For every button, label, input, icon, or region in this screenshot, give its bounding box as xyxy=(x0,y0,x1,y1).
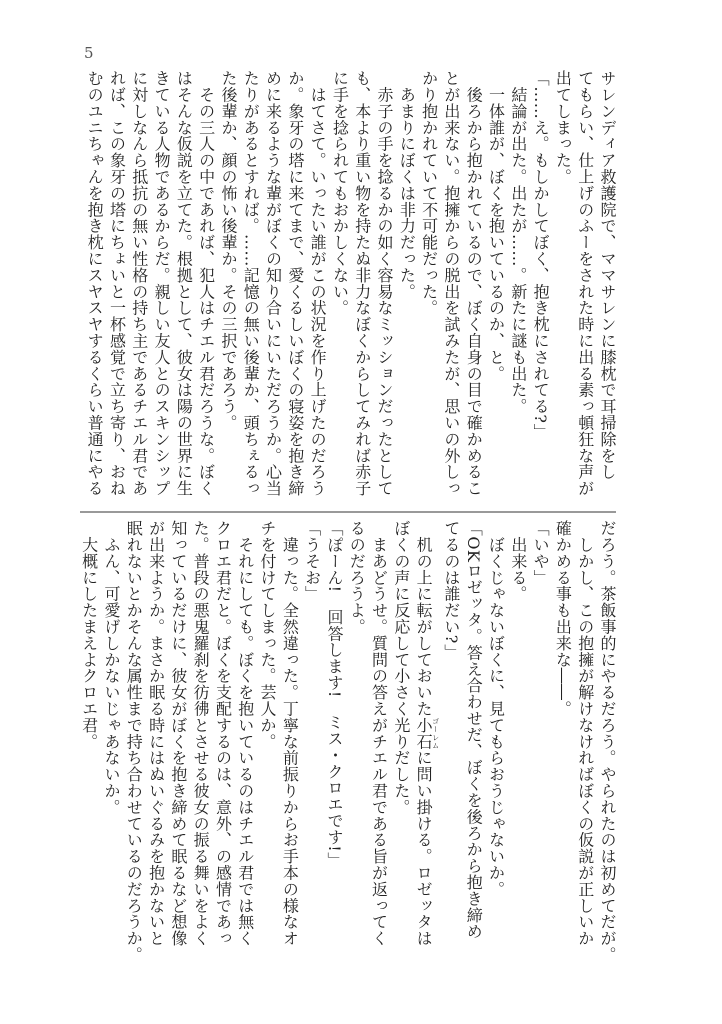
text-column: だろう。茶飯事的にやるだろう。やられたのは初めてだが。 xyxy=(598,520,617,963)
page-number: 5 xyxy=(84,44,94,62)
text-column: 「……え。もしかしてぼく、抱き枕にされてる?」 xyxy=(531,70,551,440)
ruby-annotated-word xyxy=(414,716,440,750)
text-column: 「OKロゼッタ。答え合わせだ、ぼくを後ろから抱き締め xyxy=(464,520,484,940)
text-column: はそんな仮説を立てた。根拠として、彼女は陽の世界に生 xyxy=(174,70,194,497)
text-column: とが出来ない。抱擁からの脱出を試みたが、思いの外しっ xyxy=(441,70,461,497)
text-column: も、本より重い物を持たぬ非力なぼくからしてみれば赤子 xyxy=(352,70,372,497)
text-column: たりがあるとすれば。……記憶の無い後輩か、頭ちぇるっ xyxy=(241,70,261,497)
text-column: 結論が出た。出たが……。新たに謎も出た。 xyxy=(508,70,528,415)
text-column: その三人の中であれば、犯人はチエル君だろうな。ぼく xyxy=(196,70,216,497)
text-column: ぼくの声に反応して小さく光りだした。 xyxy=(391,520,411,816)
text-column: れば、この象牙の塔にちょいと一杯感覚で立ち寄り、おね xyxy=(107,70,127,497)
text-column: はてさて。いったい誰がこの状況を作り上げたのだろう xyxy=(308,70,328,497)
text-column: てるのは誰だい?」 xyxy=(441,520,461,661)
text-column: まあどうせ。質問の答えがチエル君である旨が返ってく xyxy=(369,520,389,947)
text-column: 「ぽーん! 回答します! ミス・クロエです!」 xyxy=(324,520,344,869)
text-block-bottom xyxy=(77,520,618,963)
text-column: 一体誰が、ぼくを抱いているのか、と。 xyxy=(486,70,506,382)
text-column: た。普段の悪鬼羅刹を彷彿とさせる彼女の振る舞いをよく xyxy=(191,520,211,947)
text-column: 違った。全然違った。丁寧な前振りからお手本の様なオ xyxy=(280,520,300,947)
text-column: チを付けてしまった。芸人か。 xyxy=(258,520,278,750)
text-column: めに来るような輩がぼくの知り合いにいただろうか。心当 xyxy=(263,70,283,497)
text-column: あまりにぼくは非力だった。 xyxy=(397,70,417,300)
text-column: きている人物であるからだ。親しい友人とのスキンシップ xyxy=(152,70,172,497)
text-column: に対しなんら抵抗の無い性格の持ち主であるチエル君であ xyxy=(129,70,149,497)
text-column: 赤子の手を捻るかの如く容易なミッションだったとして xyxy=(375,70,395,497)
text-column: てもらい、仕上げのふーをされた時に出る素っ頓狂な声が xyxy=(575,70,595,497)
ruby-text: ゴーレム xyxy=(431,716,440,750)
section-divider xyxy=(80,511,616,513)
text-column: 知っているだけに、彼女がぼくを抱き締めて眠るなど想像 xyxy=(168,520,188,947)
text-column: それにしても。ぼくを抱いているのはチエル君では無く xyxy=(235,520,255,947)
text-column: 確かめる事も出来な――。 xyxy=(553,520,573,717)
text-column xyxy=(412,520,440,960)
text-column: しかし、この抱擁が解けなければぼくの仮説が正しいか xyxy=(575,520,595,947)
text-column: が出来ようか。まさか眠る時にはぬいぐるみを抱かないと xyxy=(146,520,166,947)
text-column: ぼくじゃないぼくに、見てもらおうじゃないか。 xyxy=(486,520,506,898)
text-column: 後ろから抱かれているので、ぼく自身の目で確かめるこ xyxy=(464,70,484,497)
text-column: むのユニちゃんを抱き枕にスヤスヤするくらい普通にやる xyxy=(85,70,105,497)
text-column: ふん、可愛げしかないじゃあないか。 xyxy=(101,520,121,816)
text-column: に手を捻られてもおかしくない。 xyxy=(330,70,350,316)
text-segment: 机の上に転がしておいた xyxy=(414,520,434,717)
text-column: 出てしまった。 xyxy=(553,70,573,185)
text-column: た後輩か、顔の怖い後輩か。その三択であろう。 xyxy=(218,70,238,431)
text-block-top xyxy=(83,70,618,502)
text-column: かり抱かれていて不可能だった。 xyxy=(419,70,439,316)
text-column: 大概にしたまえよクロエ君。 xyxy=(79,520,99,750)
text-column: 眠れないとかそんな属性まで持ち合わせているのだろうか。 xyxy=(124,520,144,963)
text-column: るのだろうよ。 xyxy=(347,520,367,635)
text-column: 「いや」 xyxy=(531,520,551,586)
text-column: 「うそお」 xyxy=(302,520,322,602)
text-column: サレンディア救護院で、ママサレンに膝枕で耳掃除をし xyxy=(598,70,617,480)
text-segment: に問い掛ける。ロゼッタは xyxy=(414,749,434,947)
text-column: クロエ君だと。ぼくを支配するのは、意外、の感情であっ xyxy=(213,520,233,947)
text-column: 出来る。 xyxy=(508,520,528,602)
text-column: か。象牙の塔に来てまで、愛くるしいぼくの寝姿を抱き締 xyxy=(285,70,305,497)
ruby-base: 小石 xyxy=(414,716,434,750)
